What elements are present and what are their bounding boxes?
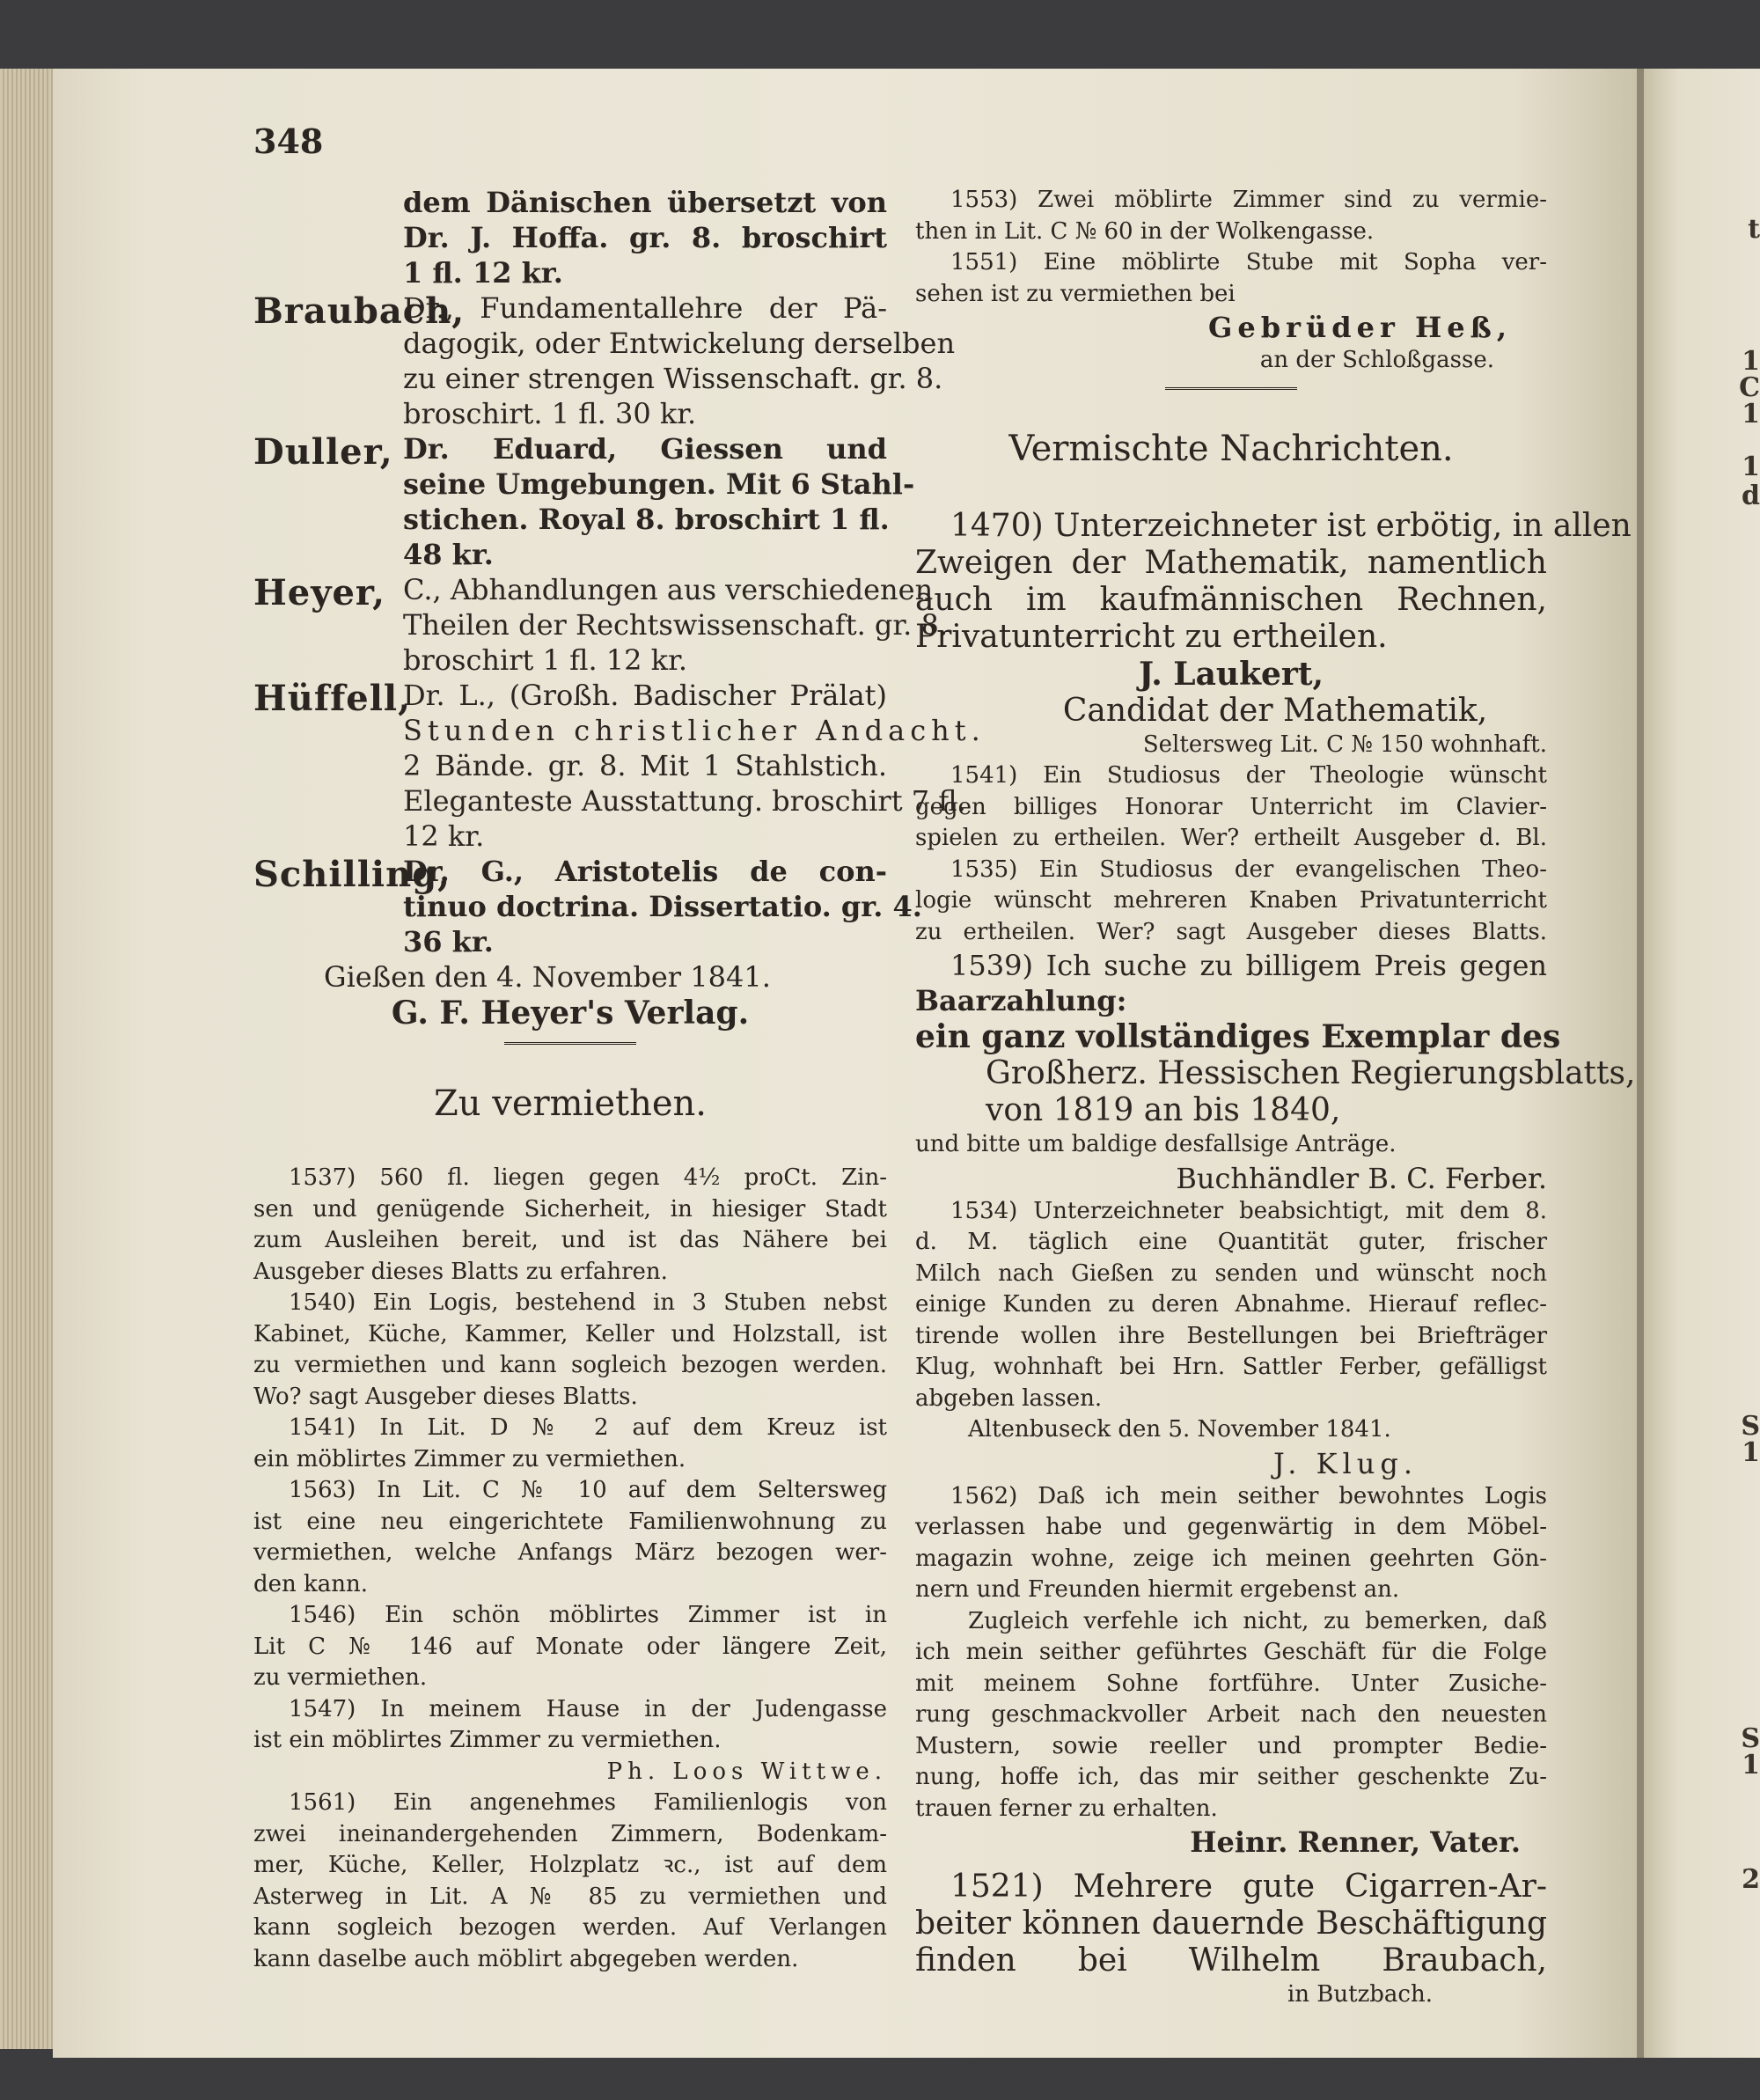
ad-1540 — [253, 1288, 887, 1413]
text-line: tirende wollen ihre Bestellungen bei Briefträger — [915, 1322, 1547, 1349]
text-line: ein möblirtes Zimmer zu vermiethen. — [253, 1445, 686, 1472]
text-line: 1539) Ich suche zu billigem Preis gegen — [950, 949, 1547, 982]
text-line: zu ertheilen. Wer? sagt Ausgeber dieses Blatts. — [915, 918, 1547, 945]
text-line: 1561) Ein angenehmes Familienlogis von — [289, 1789, 887, 1816]
text-line: 48 kr. — [403, 538, 494, 571]
text-line: 1562) Daß ich mein seither bewohntes Logis — [950, 1482, 1547, 1509]
ad-1546 — [253, 1600, 887, 1694]
text-line: 12 kr. — [403, 819, 485, 853]
ad-1541-theologie — [915, 760, 1547, 855]
text-line: an der Schloßgasse. — [1259, 347, 1494, 373]
text-line: verlassen habe und gegenwärtig in dem Möbel- — [915, 1514, 1547, 1540]
text-line: 1563) In Lit. C № 10 auf dem Seltersweg — [289, 1477, 887, 1503]
fragment-char: t — [1748, 214, 1760, 245]
fragment-char: 1 — [1742, 1437, 1760, 1468]
text-line: zu einer strengen Wissenschaft. gr. 8. — [403, 362, 943, 395]
text-line: Baarzahlung: — [915, 984, 1127, 1017]
text-line: und bitte um baldige desfallsige Anträge. — [915, 1131, 1397, 1157]
text-line: Milch nach Gießen zu senden und wünscht noch — [915, 1259, 1547, 1287]
text-line: ein ganz vollständiges Exemplar des — [915, 1018, 1561, 1055]
text-line: in Butzbach. — [1287, 1981, 1433, 2008]
ad-1562 — [915, 1481, 1547, 1861]
text-line: Klug, wohnhaft bei Hrn. Sattler Ferber, gefälligst — [915, 1354, 1547, 1380]
book-entry-hueffell — [253, 678, 986, 854]
text-line: Dr. Eduard, Giessen und — [403, 432, 887, 466]
text-line: Zweigen der Mathematik, namentlich — [915, 544, 1547, 581]
text-line: 1 fl. 12 kr. — [403, 256, 563, 290]
text-line: zu vermiethen. — [253, 1664, 428, 1691]
author-name: Heyer, — [253, 572, 386, 613]
text-line: beiter können dauernde Beschäftigung — [915, 1905, 1547, 1942]
text-line: kann daselbe auch möblirt abgegeben werden. — [253, 1945, 799, 1972]
fragment-char: 1 — [1742, 452, 1760, 482]
text-line: Dr. J. Hoffa. gr. 8. broschirt — [403, 221, 887, 254]
text-line: 1546) Ein schön möblirtes Zimmer ist in — [289, 1602, 887, 1628]
fragment-char: 1 — [1742, 346, 1760, 377]
ad-1541-kreuz — [253, 1413, 887, 1475]
text-line: magazin wohne, zeige ich meinen geehrten Gön- — [915, 1545, 1547, 1572]
section-heading-zu-vermiethen: Zu vermiethen. — [433, 1083, 708, 1124]
text-line: einige Kunden zu deren Abnahme. Hierauf reflec- — [915, 1291, 1547, 1318]
ad-1563 — [253, 1475, 887, 1600]
text-line: Wo? sagt Ausgeber dieses Blatts. — [253, 1383, 638, 1410]
text-line: J. Klug. — [1272, 1446, 1419, 1480]
text-line: 1540) Ein Logis, bestehend in 3 Stuben nebst — [289, 1289, 887, 1316]
text-line: sen und genügende Sicherheit, in hiesiger Stadt — [253, 1195, 887, 1223]
text-line: mit meinem Sohne fortführe. Unter Zusiche- — [915, 1670, 1547, 1697]
text-line: 1470) Unterzeichneter ist erbötig, in allen — [950, 507, 1632, 544]
text-line: Dr. G., Aristotelis de con- — [403, 855, 887, 888]
text-line: mer, Küche, Keller, Holzplatz ꝛc., ist auf dem — [253, 1852, 887, 1878]
book-entry-hoffa — [253, 185, 887, 290]
text-line: 1551) Eine möblirte Stube mit Sopha ver- — [950, 249, 1547, 275]
book-entry-heyer — [253, 572, 949, 678]
text-line: ist ein möblirtes Zimmer zu vermiethen. — [253, 1727, 722, 1753]
ad-1547 — [253, 1694, 887, 1788]
date-line: Gießen den 4. November 1841. — [324, 960, 771, 994]
section-heading-vermischte-nachrichten: Vermischte Nachrichten. — [1008, 428, 1454, 469]
author-name: Braubach, — [253, 290, 466, 332]
fragment-char: C — [1739, 372, 1760, 403]
ad-1537 — [253, 1163, 887, 1288]
text-line: Altenbuseck den 5. November 1841. — [968, 1416, 1391, 1443]
text-line: nung, hoffe ich, das mir seither geschenkte Zu- — [915, 1764, 1547, 1790]
text-line: trauen ferner zu erhalten. — [915, 1795, 1218, 1822]
text-line: Lit C № 146 auf Monate oder längere Zeit, — [253, 1633, 887, 1660]
text-line: Dr. L., (Großh. Badischer Prälat) — [403, 679, 887, 712]
ad-1539 — [915, 948, 1636, 1196]
fragment-char: 2 — [1742, 1864, 1760, 1895]
text-line: Zugleich verfehle ich nicht, zu bemerken, daß — [968, 1607, 1547, 1634]
text-line: 1541) Ein Studiosus der Theologie wünscht — [950, 762, 1547, 789]
facing-page-fragment — [1644, 69, 1760, 2058]
text-line: 1521) Mehrere gute Cigarren-Ar- — [950, 1869, 1547, 1905]
book-entry-duller — [253, 431, 915, 572]
text-line: ich mein seither geführtes Geschäft für die Folge — [915, 1639, 1547, 1665]
text-line: von 1819 an bis 1840, — [986, 1092, 1341, 1128]
text-line: den kann. — [253, 1570, 369, 1597]
text-line: finden bei Wilhelm Braubach, — [915, 1942, 1547, 1979]
text-line: C., Abhandlungen aus verschiedenen — [403, 573, 934, 606]
section-divider — [1165, 387, 1297, 390]
right-column — [915, 185, 1636, 2011]
text-line: 1541) In Lit. D № 2 auf dem Kreuz ist — [289, 1414, 887, 1441]
text-line: vermiethen, welche Anfangs März bezogen wer- — [253, 1539, 887, 1566]
text-line: sehen ist zu vermiethen bei — [915, 280, 1236, 307]
text-line: kann sogleich bezogen werden. Auf Verlangen — [253, 1914, 887, 1941]
text-line: ist eine neu eingerichtete Familienwohnung zu — [253, 1508, 887, 1535]
text-line: broschirt. 1 fl. 30 kr. — [403, 397, 697, 430]
text-line: dem Dänischen übersetzt von — [403, 186, 887, 219]
section-divider — [504, 1042, 636, 1045]
text-line: Dr., Fundamentallehre der Pä- — [403, 291, 887, 325]
ad-1561 — [253, 1788, 887, 1975]
text-line: Ph. Loos Wittwe. — [606, 1758, 887, 1785]
text-line: seine Umgebungen. Mit 6 Stahl- — [403, 467, 915, 501]
text-line: Eleganteste Ausstattung. broschirt 7 fl. — [403, 784, 966, 818]
fragment-char: 1 — [1742, 399, 1760, 430]
text-line: Gebrüder Heß, — [1208, 311, 1512, 344]
ad-1534 — [915, 1196, 1547, 1481]
text-line: Ausgeber dieses Blatts zu erfahren. — [253, 1258, 668, 1285]
text-line: abgeben lassen. — [915, 1384, 1103, 1412]
text-line: d. M. täglich eine Quantität guter, frischer — [915, 1229, 1547, 1255]
text-line: tinuo doctrina. Dissertatio. gr. 4. — [403, 890, 922, 923]
ad-1521 — [915, 1869, 1547, 2011]
text-line: Heinr. Renner, Vater. — [1190, 1825, 1521, 1859]
text-line: Stunden christlicher Andacht. — [403, 714, 986, 747]
author-name: Duller, — [253, 431, 393, 473]
text-line: dagogik, oder Entwickelung derselben — [403, 327, 956, 360]
text-line: auch im kaufmännischen Rechnen, — [915, 581, 1547, 618]
text-line: Asterweg in Lit. A № 85 zu vermiethen und — [253, 1883, 887, 1910]
text-line: rung geschmackvoller Arbeit nach den neuesten — [915, 1701, 1547, 1728]
text-line: 1553) Zwei möblirte Zimmer sind zu vermie- — [950, 187, 1547, 213]
text-line: 1535) Ein Studiosus der evangelischen Theo- — [950, 855, 1547, 883]
text-line: Kabinet, Küche, Kammer, Keller und Holzstall, ist — [253, 1320, 887, 1347]
text-line: 1547) In meinem Hause in der Judengasse — [289, 1695, 887, 1722]
page-number: 348 — [253, 121, 324, 161]
text-line: stichen. Royal 8. broschirt 1 fl. — [403, 503, 890, 536]
text-line: Großherz. Hessischen Regierungsblatts, — [986, 1055, 1636, 1091]
fragment-char: 1 — [1742, 1750, 1760, 1781]
text-line: 36 kr. — [403, 925, 494, 958]
ad-1553 — [915, 185, 1547, 247]
text-line: zum Ausleihen bereit, und ist das Nähere bei — [253, 1227, 887, 1253]
text-line: 1534) Unterzeichneter beabsichtigt, mit dem 8. — [950, 1197, 1547, 1224]
left-column — [253, 185, 986, 1975]
text-line: Candidat der Mathematik, — [1062, 692, 1488, 729]
fragment-char: S — [1741, 1723, 1760, 1754]
book-entry-braubach — [253, 290, 956, 431]
text-line: Theilen der Rechtswissenschaft. gr. 8. — [403, 608, 949, 642]
ad-1470 — [915, 507, 1632, 761]
text-line: gegen billiges Honorar Unterricht im Clavier- — [915, 793, 1547, 820]
text-line: zu vermiethen und kann sogleich bezogen werden. — [253, 1352, 887, 1378]
fragment-char: d — [1742, 481, 1760, 511]
text-line: then in Lit. C № 60 in der Wolkengasse. — [915, 217, 1375, 245]
text-line: spielen zu ertheilen. Wer? ertheilt Ausgeber d. Bl. — [915, 825, 1547, 851]
book-entry-schilling — [253, 854, 922, 959]
text-line: Buchhändler B. C. Ferber. — [1176, 1161, 1547, 1195]
author-name: Schilling, — [253, 854, 451, 895]
text-line: broschirt 1 fl. 12 kr. — [403, 643, 688, 677]
text-line: logie wünscht mehreren Knaben Privatunterricht — [915, 887, 1547, 914]
ad-1551 — [915, 247, 1547, 377]
publisher-name: G. F. Heyer's Verlag. — [391, 995, 750, 1032]
text-line: Mustern, sowie reeller und prompter Bedie- — [915, 1732, 1547, 1759]
text-line: Privatunterricht zu ertheilen. — [915, 618, 1388, 655]
fragment-char: S — [1741, 1411, 1760, 1442]
text-line: zwei ineinandergehenden Zimmern, Bodenkam- — [253, 1820, 887, 1847]
ad-1535 — [915, 855, 1547, 949]
author-name: Hüffell, — [253, 678, 412, 719]
text-line: nern und Freunden hiermit ergebenst an. — [915, 1576, 1400, 1603]
text-line: Seltersweg Lit. C № 150 wohnhaft. — [1142, 731, 1547, 758]
text-line: J. Laukert, — [1138, 655, 1324, 693]
text-line: 1537) 560 fl. liegen gegen 4½ proCt. Zin- — [289, 1164, 887, 1191]
text-line: 2 Bände. gr. 8. Mit 1 Stahlstich. — [403, 749, 887, 782]
